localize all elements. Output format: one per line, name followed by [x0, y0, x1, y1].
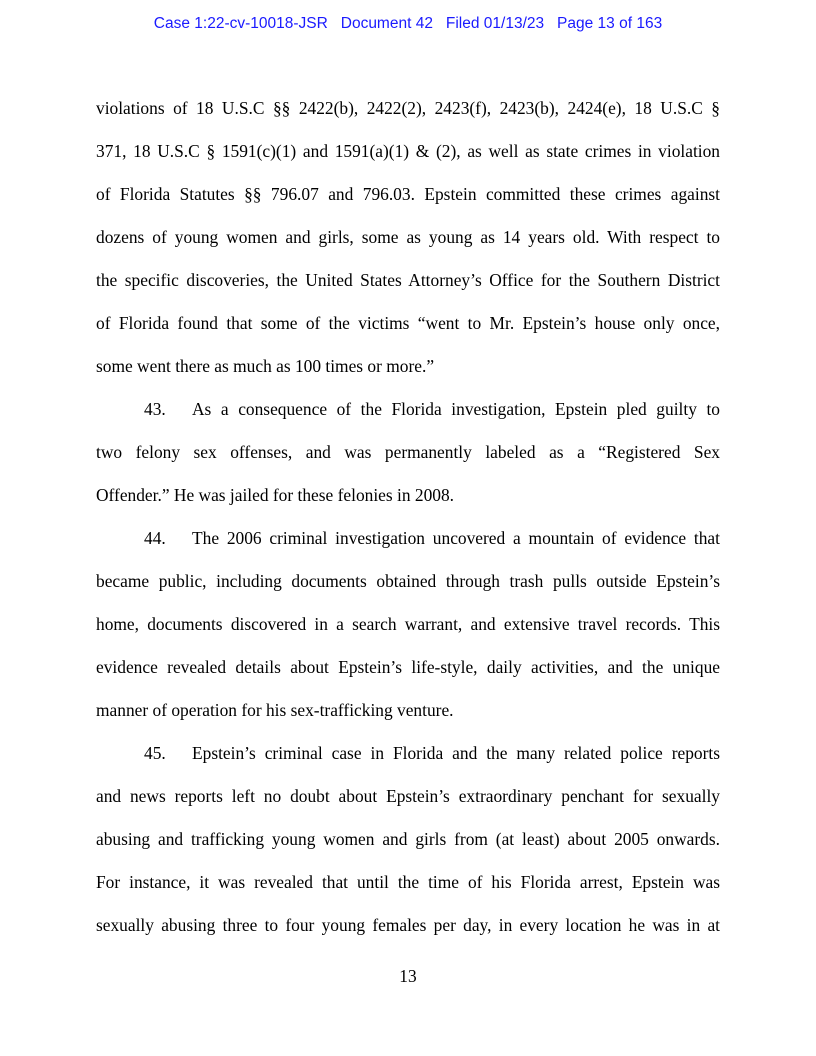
paragraph-first-line — [96, 394, 720, 437]
text-line: 371, 18 U.S.C § 1591(c)(1) and 1591(a)(1) & (2), as well as state crimes in violation — [96, 141, 720, 161]
text-span: Epstein’s criminal case in Florida and the many related police reports — [192, 743, 720, 763]
text-line: of Florida found that some of the victims “went to Mr. Epstein’s house only once, — [96, 313, 720, 333]
paragraph-45 — [96, 738, 720, 953]
filed-date: Filed 01/13/23 — [445, 15, 545, 32]
ecf-header — [0, 15, 816, 33]
text-line: the specific discoveries, the United States Attorney’s Office for the Southern District — [96, 270, 720, 290]
text-line: dozens of young women and girls, some as young as 14 years old. With respect to — [96, 227, 720, 247]
page-number-footer: 13 — [399, 966, 417, 986]
text-line: some went there as much as 100 times or more.” — [96, 356, 435, 376]
text-line: For instance, it was revealed that until the time of his Florida arrest, Epstein was — [96, 872, 720, 892]
paragraph-43 — [96, 394, 720, 523]
text-span: The 2006 criminal investigation uncovered a mountain of evidence that — [192, 528, 720, 548]
text-line: sexually abusing three to four young females per day, in every location he was in at — [96, 915, 720, 935]
text-line: became public, including documents obtained through trash pulls outside Epstein’s — [96, 571, 720, 591]
document-body — [96, 93, 720, 953]
document-number: Document 42 — [340, 15, 433, 32]
case-number: Case 1:22-cv-10018-JSR — [153, 15, 328, 32]
paragraph-number: 44. — [144, 528, 166, 548]
text-span: As a consequence of the Florida investigation, Epstein pled guilty to — [192, 399, 720, 419]
text-line: evidence revealed details about Epstein’s life-style, daily activities, and the unique — [96, 657, 720, 677]
paragraph-first-line — [96, 523, 720, 566]
text-line: manner of operation for his sex-trafficking venture. — [96, 700, 454, 720]
paragraph-42-continued — [96, 93, 720, 394]
paragraph-number: 45. — [144, 743, 166, 763]
page-count: Page 13 of 163 — [557, 15, 663, 32]
text-line: Offender.” He was jailed for these felonies in 2008. — [96, 485, 455, 505]
paragraph-44 — [96, 523, 720, 738]
text-line: two felony sex offenses, and was permanently labeled as a “Registered Sex — [96, 442, 720, 462]
text-line: of Florida Statutes §§ 796.07 and 796.03. Epstein committed these crimes against — [96, 184, 720, 204]
text-line: violations of 18 U.S.C §§ 2422(b), 2422(2), 2423(f), 2423(b), 2424(e), 18 U.S.C § — [96, 98, 720, 118]
text-line: abusing and trafficking young women and girls from (at least) about 2005 onwards. — [96, 829, 720, 849]
text-line: home, documents discovered in a search warrant, and extensive travel records. This — [96, 614, 720, 634]
paragraph-first-line — [96, 738, 720, 781]
paragraph-number: 43. — [144, 399, 166, 419]
text-line: and news reports left no doubt about Epstein’s extraordinary penchant for sexually — [96, 786, 720, 806]
